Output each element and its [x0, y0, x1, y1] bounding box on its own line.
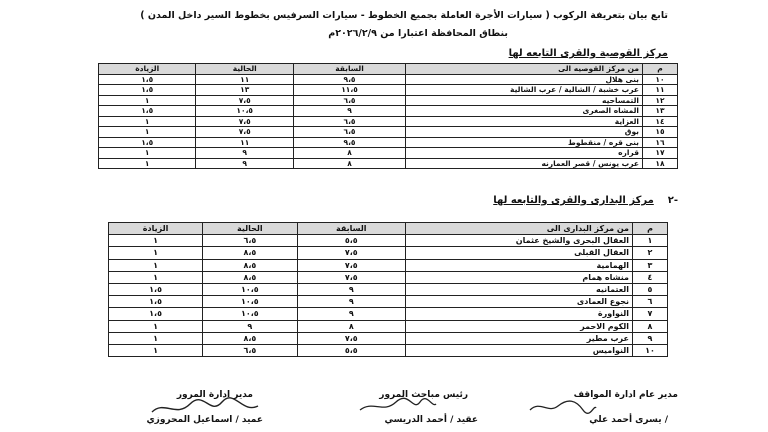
row-destination: النواميس [406, 345, 633, 357]
table-row [109, 332, 668, 344]
row-increase: ١ [109, 271, 203, 283]
table-row [99, 148, 678, 159]
row-destination: بنى هلال [406, 74, 643, 85]
row-increase: ١ [99, 116, 196, 127]
row-current-fare: ١١ [196, 137, 294, 148]
row-previous-fare: ٧،٥ [297, 247, 405, 259]
col-previous: السابقة [297, 223, 405, 235]
section2-title [493, 195, 678, 206]
row-increase: ١ [109, 247, 203, 259]
row-index: ٦ [633, 296, 668, 308]
row-increase: ١،٥ [99, 85, 196, 96]
table-row [99, 85, 678, 96]
section1-header-row [99, 64, 678, 75]
row-index: ١٢ [643, 95, 678, 106]
row-destination: الكوم الاحمر [406, 320, 633, 332]
row-previous-fare: ٦،٥ [294, 95, 406, 106]
signature-right-title: مدير عام ادارة المواقف [573, 390, 678, 400]
row-increase: ١،٥ [109, 284, 203, 296]
row-index: ١٦ [643, 137, 678, 148]
signature-right-name: / يسرى أحمد علي [589, 415, 668, 425]
row-index: ١ [633, 235, 668, 247]
row-index: ٤ [633, 271, 668, 283]
table-row [109, 296, 668, 308]
table-row [109, 345, 668, 357]
row-current-fare: ٧،٥ [196, 127, 294, 138]
table-row [99, 137, 678, 148]
signature-middle-scribble [358, 396, 438, 416]
row-index: ٢ [633, 247, 668, 259]
document-date-line: بنطاق المحافظة اعتبارا من ٢٠٢٦/٢/٩م [328, 28, 508, 39]
table-row [109, 235, 668, 247]
row-index: ١٧ [643, 148, 678, 159]
signature-right-scribble [528, 398, 598, 416]
row-previous-fare: ٩ [294, 106, 406, 117]
row-index: ١٠ [633, 345, 668, 357]
row-increase: ١ [99, 95, 196, 106]
row-increase: ١ [109, 332, 203, 344]
row-current-fare: ١٠،٥ [196, 106, 294, 117]
row-destination: قراره [406, 148, 643, 159]
table-row [109, 247, 668, 259]
row-previous-fare: ٨ [294, 148, 406, 159]
row-previous-fare: ٨ [294, 158, 406, 169]
col-increase: الزيادة [99, 64, 196, 75]
col-increase: الزيادة [109, 223, 203, 235]
row-current-fare: ١٠،٥ [203, 308, 297, 320]
row-increase: ١،٥ [99, 74, 196, 85]
row-increase: ١ [99, 158, 196, 169]
section1-title [509, 48, 668, 59]
row-previous-fare: ٥،٥ [297, 345, 405, 357]
row-destination: نجوع العمادى [406, 296, 633, 308]
row-previous-fare: ٩،٥ [294, 74, 406, 85]
col-destination: من مركز البدارى الى [406, 223, 633, 235]
table-row [99, 95, 678, 106]
row-previous-fare: ٦،٥ [294, 127, 406, 138]
row-increase: ١،٥ [109, 308, 203, 320]
row-current-fare: ٩ [203, 320, 297, 332]
row-previous-fare: ٧،٥ [297, 259, 405, 271]
row-current-fare: ١٠،٥ [203, 284, 297, 296]
signature-left-title: مدير ادارة المرور [176, 390, 253, 400]
row-increase: ١،٥ [99, 106, 196, 117]
col-destination: من مركز القوصيه الى [406, 64, 643, 75]
table-row [109, 284, 668, 296]
row-previous-fare: ٧،٥ [297, 271, 405, 283]
row-index: ١٥ [643, 127, 678, 138]
row-index: ١٨ [643, 158, 678, 169]
row-current-fare: ٨،٥ [203, 259, 297, 271]
row-increase: ١ [99, 148, 196, 159]
row-current-fare: ٨،٥ [203, 247, 297, 259]
row-current-fare: ٨،٥ [203, 271, 297, 283]
signature-left-name: عميد / اسماعيل المحروزي [146, 415, 263, 425]
row-index: ١١ [643, 85, 678, 96]
row-increase: ١ [109, 235, 203, 247]
row-index: ٩ [633, 332, 668, 344]
row-index: ٨ [633, 320, 668, 332]
row-previous-fare: ٩،٥ [294, 137, 406, 148]
table-row [109, 308, 668, 320]
col-current: الحالية [196, 64, 294, 75]
row-previous-fare: ١١،٥ [294, 85, 406, 96]
row-destination: التمساحيه [406, 95, 643, 106]
row-previous-fare: ٥،٥ [297, 235, 405, 247]
row-destination: العزاية [406, 116, 643, 127]
section1-table [98, 63, 678, 169]
row-current-fare: ١١ [196, 74, 294, 85]
signature-middle-title: رئيس مباحث المرور [379, 390, 468, 400]
row-previous-fare: ٩ [297, 308, 405, 320]
row-previous-fare: ٨ [297, 320, 405, 332]
row-current-fare: ٦،٥ [203, 235, 297, 247]
row-destination: بنى قره / منقطوط [406, 137, 643, 148]
row-index: ١٠ [643, 74, 678, 85]
section2-table [108, 222, 668, 357]
col-previous: السابقة [294, 64, 406, 75]
row-current-fare: ١٣ [196, 85, 294, 96]
row-destination: العقال البحرى والشيخ عثمان [406, 235, 633, 247]
row-destination: العقال القبلى [406, 247, 633, 259]
col-index: م [643, 64, 678, 75]
signature-middle-name: عقيد / أحمد الدريسي [384, 415, 478, 425]
row-increase: ١ [109, 345, 203, 357]
table-row [99, 116, 678, 127]
row-index: ٥ [633, 284, 668, 296]
section1-title-text: مركز القوصية والقرى التابعه لها [508, 48, 668, 59]
col-current: الحالية [203, 223, 297, 235]
row-current-fare: ٩ [196, 148, 294, 159]
row-index: ٣ [633, 259, 668, 271]
row-current-fare: ١٠،٥ [203, 296, 297, 308]
table-row [99, 127, 678, 138]
signature-left-scribble [150, 396, 260, 420]
row-current-fare: ٩ [196, 158, 294, 169]
row-current-fare: ٨،٥ [203, 332, 297, 344]
row-destination: الهمامية [406, 259, 633, 271]
row-increase: ١ [109, 320, 203, 332]
row-destination: المشاه الصغرى [406, 106, 643, 117]
row-destination: النواورة [406, 308, 633, 320]
row-destination: منشاه همام [406, 271, 633, 283]
section2-header-row [109, 223, 668, 235]
table-row [109, 320, 668, 332]
row-destination: العتمانيه [406, 284, 633, 296]
row-current-fare: ٦،٥ [203, 345, 297, 357]
row-index: ١٤ [643, 116, 678, 127]
row-increase: ١،٥ [99, 137, 196, 148]
row-previous-fare: ٦،٥ [294, 116, 406, 127]
table-row [109, 259, 668, 271]
document-heading: تابع بيان بتعريفة الركوب ( سيارات الأجرة العاملة بجميع الخطوط - سيارات السرفيس بخطوط السير داخل المدن ) [140, 10, 668, 21]
row-current-fare: ٧،٥ [196, 95, 294, 106]
row-increase: ١،٥ [109, 296, 203, 308]
row-index: ٧ [633, 308, 668, 320]
row-increase: ١ [109, 259, 203, 271]
row-increase: ١ [99, 127, 196, 138]
row-previous-fare: ٧،٥ [297, 332, 405, 344]
row-destination: عرب خشبة / الشالية / عرب الشالية [406, 85, 643, 96]
table-row [99, 74, 678, 85]
row-previous-fare: ٩ [297, 296, 405, 308]
row-destination: عرب مطير [406, 332, 633, 344]
col-index: م [633, 223, 668, 235]
row-destination: بوق [406, 127, 643, 138]
row-index: ١٣ [643, 106, 678, 117]
table-row [99, 106, 678, 117]
row-previous-fare: ٩ [297, 284, 405, 296]
section2-number: -٢ [667, 195, 678, 206]
section2-title-text: مركز البدارى والقرى والتابعه لها [493, 195, 654, 206]
row-current-fare: ٧،٥ [196, 116, 294, 127]
row-destination: عرب يونس / قصر العمارنه [406, 158, 643, 169]
table-row [109, 271, 668, 283]
table-row [99, 158, 678, 169]
